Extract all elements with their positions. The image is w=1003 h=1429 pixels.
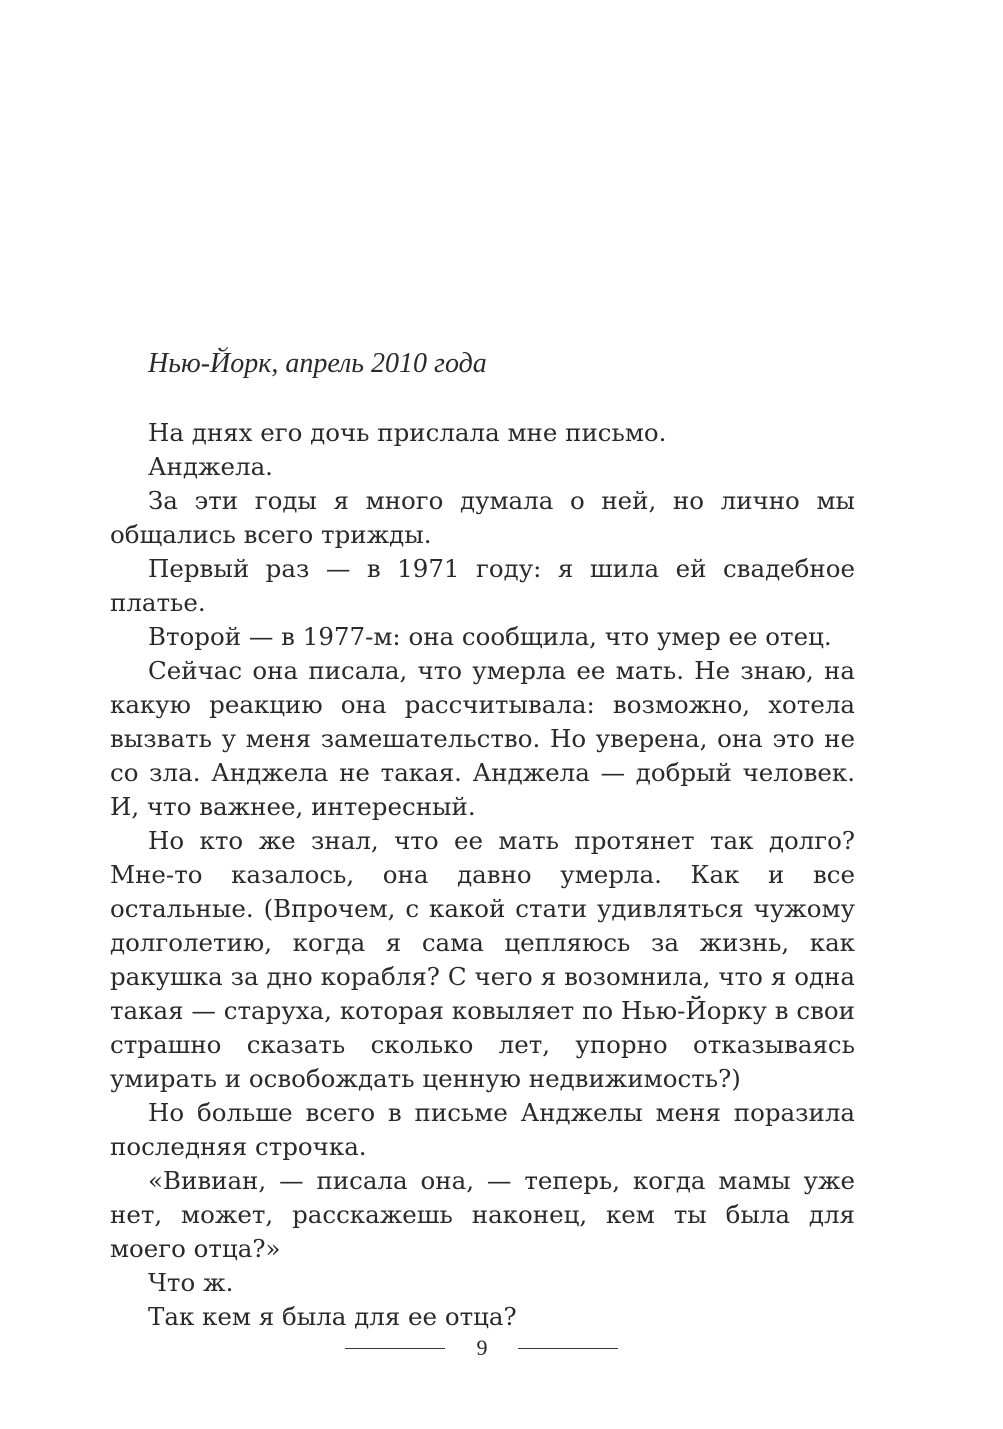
page-number: 9 bbox=[476, 1335, 488, 1360]
footer-rule-right bbox=[518, 1348, 618, 1349]
paragraph: Анджела. bbox=[148, 452, 273, 481]
paragraph: Что ж. bbox=[148, 1268, 234, 1297]
paragraph: Но кто же знал, что ее мать протянет так долго? Мне-то казалось, она давно умерла. Как и все остальные. (Впрочем, с какой стати удивляться чужому долголетию, когда я сама цепляюсь за жизнь, как ракушка за дно корабля? С чего я возомнила, что я одна такая — старуха, которая ковыляет по Нью-Йорку в свои страшно сказать сколько лет, упорно отказываясь умирать и освобождать ценную недвижимость?) bbox=[110, 826, 855, 1093]
paragraph: «Вивиан, — писала она, — теперь, когда мамы уже нет, может, расскажешь наконец, кем ты была для моего отца?» bbox=[110, 1166, 855, 1263]
chapter-epigraph: Нью-Йорк, апрель 2010 года bbox=[148, 348, 487, 379]
paragraph: Второй — в 1977-м: она сообщила, что умер ее отец. bbox=[148, 622, 832, 651]
page-footer bbox=[0, 1334, 1003, 1364]
text-block bbox=[110, 344, 855, 1334]
paragraph: На днях его дочь прислала мне письмо. bbox=[148, 418, 667, 447]
paragraph: Но больше всего в письме Анджелы меня поразила последняя строчка. bbox=[110, 1098, 855, 1161]
paragraph: За эти годы я много думала о ней, но лично мы общались всего трижды. bbox=[110, 486, 855, 549]
paragraph: Так кем я была для ее отца? bbox=[148, 1302, 517, 1331]
paragraph: Сейчас она писала, что умерла ее мать. Не знаю, на какую реакцию она рассчитывала: возможно, хотела вызвать у меня замешательство. Но уверена, она это не со зла. Анджела не такая. Анджела — добрый человек. И, что важнее, интересный. bbox=[110, 656, 855, 821]
footer-rule-left bbox=[345, 1348, 445, 1349]
paragraph: Первый раз — в 1971 году: я шила ей свадебное платье. bbox=[110, 554, 855, 617]
